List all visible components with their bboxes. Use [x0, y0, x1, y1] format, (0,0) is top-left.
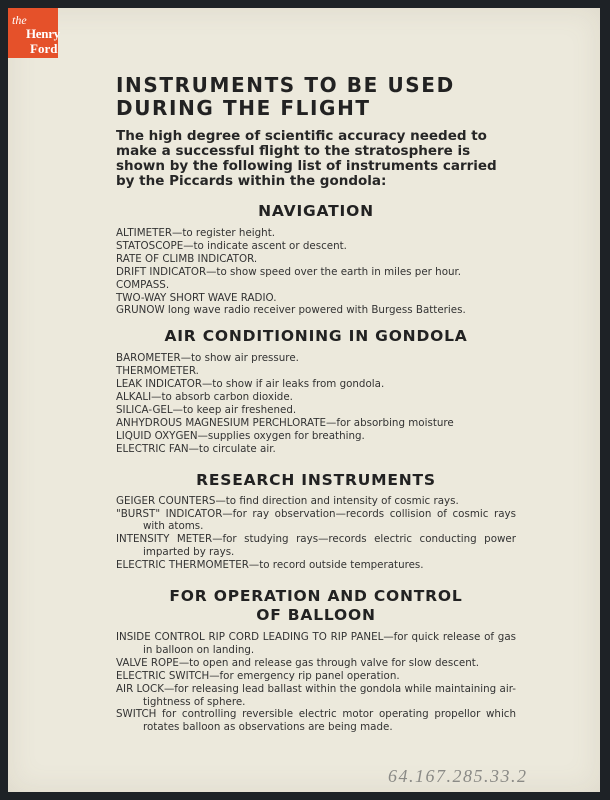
title-line-2: DURING THE FLIGHT	[116, 96, 371, 120]
section-heading: NAVIGATION	[258, 202, 374, 220]
list-item: STATOSCOPE—to indicate ascent or descent.	[116, 239, 347, 252]
section-research	[116, 471, 516, 572]
list-item: RATE OF CLIMB INDICATOR.	[116, 252, 258, 265]
list-item: INTENSITY METER—for studying rays—records electric conducting power imparted by rays.	[116, 533, 516, 559]
instrument-list	[116, 227, 516, 317]
list-item: COMPASS.	[116, 278, 170, 291]
logo-line-3: Ford	[30, 41, 58, 56]
document-content	[116, 74, 516, 734]
list-item: AIR LOCK—for releasing lead ballast within the gondola while maintaining air-tightness of sphere.	[116, 682, 516, 708]
list-item: ALTIMETER—to register height.	[116, 227, 276, 239]
section-operation-control	[116, 587, 516, 734]
list-item: "BURST" INDICATOR—for ray observation—records collision of cosmic rays with atoms.	[116, 507, 516, 533]
logo-line-1: the	[12, 13, 27, 27]
section-heading: RESEARCH INSTRUMENTS	[196, 470, 436, 489]
page-title	[116, 74, 516, 120]
list-item: ALKALI—to absorb carbon dioxide.	[116, 391, 293, 404]
list-item: SILICA-GEL—to keep air freshened.	[116, 403, 297, 416]
section-air-conditioning	[116, 327, 516, 455]
list-item: GRUNOW long wave radio receiver powered with Burgess Batteries.	[116, 304, 466, 317]
list-item: DRIFT INDICATOR—to show speed over the earth in miles per hour.	[116, 265, 462, 278]
section-heading: AIR CONDITIONING IN GONDOLA	[164, 327, 468, 346]
intro-paragraph: The high degree of scientific accuracy needed to make a successful flight to the stratosphere is shown by the following list of instruments carried by the Piccards within the gondola:	[116, 128, 497, 189]
instrument-list	[116, 631, 516, 734]
instrument-list	[116, 495, 516, 572]
list-item: INSIDE CONTROL RIP CORD LEADING TO RIP PANEL—for quick release of gas in balloon on landing.	[116, 631, 516, 656]
henry-ford-logo	[8, 8, 58, 58]
logo-line-2: Henry	[26, 26, 60, 41]
heading-line-1: FOR OPERATION AND CONTROL	[169, 587, 463, 606]
list-item: LIQUID OXYGEN—supplies oxygen for breathing.	[116, 429, 365, 442]
list-item: ELECTRIC THERMOMETER—to record outside temperatures.	[116, 559, 424, 572]
list-item: GEIGER COUNTERS—to find direction and intensity of cosmic rays.	[116, 494, 459, 507]
list-item: THERMOMETER.	[116, 365, 199, 378]
list-item: ELECTRIC SWITCH—for emergency rip panel operation.	[116, 669, 400, 682]
heading-line-2: OF BALLOON	[256, 606, 376, 625]
document-page	[8, 8, 600, 792]
list-item: BAROMETER—to show air pressure.	[116, 352, 299, 365]
section-heading	[116, 587, 516, 625]
list-item: SWITCH for controlling reversible electric motor operating propellor which rotates balloon as observations are being made.	[116, 708, 516, 734]
section-navigation	[116, 202, 516, 317]
title-line-1: INSTRUMENTS TO BE USED	[116, 73, 455, 97]
instrument-list	[116, 352, 516, 455]
list-item: LEAK INDICATOR—to show if air leaks from gondola.	[116, 378, 385, 391]
accession-number: 64.167.285.33.2	[388, 766, 528, 786]
list-item: VALVE ROPE—to open and release gas through valve for slow descent.	[116, 656, 480, 669]
list-item: TWO-WAY SHORT WAVE RADIO.	[116, 291, 277, 304]
list-item: ELECTRIC FAN—to circulate air.	[116, 442, 276, 455]
list-item: ANHYDROUS MAGNESIUM PERCHLORATE—for absorbing moisture	[116, 416, 454, 429]
